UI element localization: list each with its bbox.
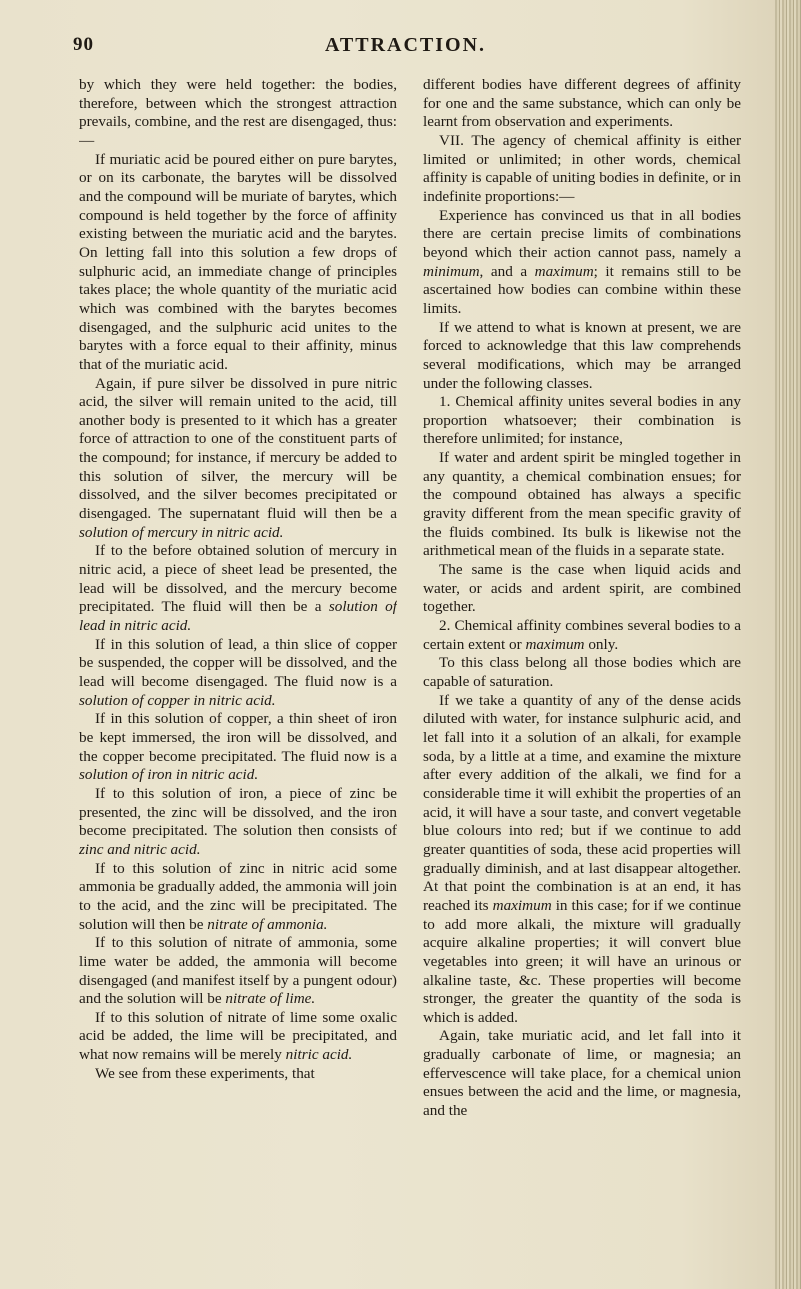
paragraph: If water and ardent spirit be mingled together in any quantity, a chemical combination ensues; for the compound obtained has always a specific gravity different from the mean specific gravity of the fluids combined. Its bulk is likewise not the arithmetical mean of the fluids in a separate state. [423,449,741,560]
paragraph: by which they were held together: the bodies, therefore, between which the strongest attraction prevails, combine, and the rest are disengaged, thus:— [79,76,397,149]
paragraph: Again, if pure silver be dissolved in pure nitric acid, the silver will remain united to the acid, till another body is presented to it which has a greater force of attraction to one of the constituent parts of the compound; for instance, if mercury be added to this solution of silver, the mercury will be dissolved, and the silver becomes precipitated or disengaged. The supernatant fluid will then be a solution of mercury in nitric acid. [79,374,397,541]
left-column [79,76,397,1266]
paragraph: If to the before obtained solution of mercury in nitric acid, a piece of sheet lead be presented, the lead will be dissolved, and the mercury become precipitated. The fluid will then be a solution of lead in nitric acid. [79,542,397,635]
paragraph: 1. Chemical affinity unites several bodies in any proportion whatsoever; their combination is therefore unlimited; for instance, [423,393,741,448]
page-header [73,30,738,70]
paragraph: If to this solution of zinc in nitric acid some ammonia be gradually added, the ammonia will join to the acid, and the zinc will be precipitated. The solution will then be nitrate of ammonia. [79,859,397,933]
paragraph: If muriatic acid be poured either on pure barytes, or on its carbonate, the barytes will be dissolved and the compound will be muriate of barytes, which compound is held together by the force of affinity existing between the muriatic acid and the barytes. On letting fall into this solution a few drops of sulphuric acid, an immediate change of principles takes place; the whole quantity of the muriatic acid which was combined with the barytes becomes disengaged, and the sulphuric acid unites to the barytes with a force equal to their affinity, minus that of the muriatic acid. [79,150,397,373]
paragraph: different bodies have different degrees of affinity for one and the same substance, which can only be learnt from observation and experiments. [423,76,741,131]
page-edge [775,0,801,1289]
paragraph: VII. The agency of chemical affinity is either limited or unlimited; in other words, chemical affinity is capable of uniting bodies in definite, or in indefinite proportions:— [423,131,741,205]
paragraph: If to this solution of iron, a piece of zinc be presented, the zinc will be dissolved, and the iron become precipitated. The solution then consists of zinc and nitric acid. [79,784,397,858]
paragraph: If in this solution of copper, a thin sheet of iron be kept immersed, the iron will be dissolved, and the copper become precipitated. The fluid now is a solution of iron in nitric acid. [79,710,397,784]
right-column [423,76,741,1266]
paragraph: The same is the case when liquid acids and water, or acids and ardent spirit, are combined together. [423,561,741,616]
paragraph: Experience has convinced us that in all bodies there are certain precise limits of combinations beyond which their action cannot pass, namely a minimum, and a maximum; it remains still to be ascertained how bodies can combine within these limits. [423,206,741,317]
paragraph: If in this solution of lead, a thin slice of copper be suspended, the copper will be dissolved, and the lead will become disengaged. The fluid now is a solution of copper in nitric acid. [79,635,397,709]
paragraph: To this class belong all those bodies which are capable of saturation. [423,654,741,690]
running-head: ATTRACTION. [324,34,487,56]
paragraph: If we attend to what is known at present, we are forced to acknowledge that this law comprehends several modifications, which may be arranged under the following classes. [423,318,741,392]
paragraph: If we take a quantity of any of the dense acids diluted with water, for instance sulphuric acid, and let fall into it a solution of an alkali, for example soda, by a little at a time, and examine the mixture after every addition of the alkali, we find for a considerable time it will exhibit the properties of an acid, it will have a sour taste, and convert vegetable blue colours into red; but if we continue to add greater quantities of soda, these acid properties will gradually diminish, and at last disappear altogether. At that point the combination is at an end, it has reached its maximum in this case; for if we continue to add more alkali, the mixture will gradually acquire alkaline properties; it will convert blue vegetables into green; it will have an urinous or alkaline taste, &c. These properties will become stronger, the greater the quantity of the soda is which is added. [423,691,741,1026]
paragraph: We see from these experiments, that [95,1064,315,1082]
page-number: 90 [73,34,94,55]
paragraph: If to this solution of nitrate of lime some oxalic acid be added, the lime will be precipitated, and what now remains will be merely nitric acid. [79,1008,397,1064]
paragraph: If to this solution of nitrate of ammonia, some lime water be added, the ammonia will become disengaged (and manifest itself by a pungent odour) and the solution will be nitrate of lime. [79,934,397,1008]
paragraph: Again, take muriatic acid, and let fall into it gradually carbonate of lime, or magnesia; an effervescence will take place, for a chemical union ensues between the acid and the lime, or magnesia, and the [423,1027,741,1120]
paragraph: 2. Chemical affinity combines several bodies to a certain extent or maximum only. [423,617,741,653]
